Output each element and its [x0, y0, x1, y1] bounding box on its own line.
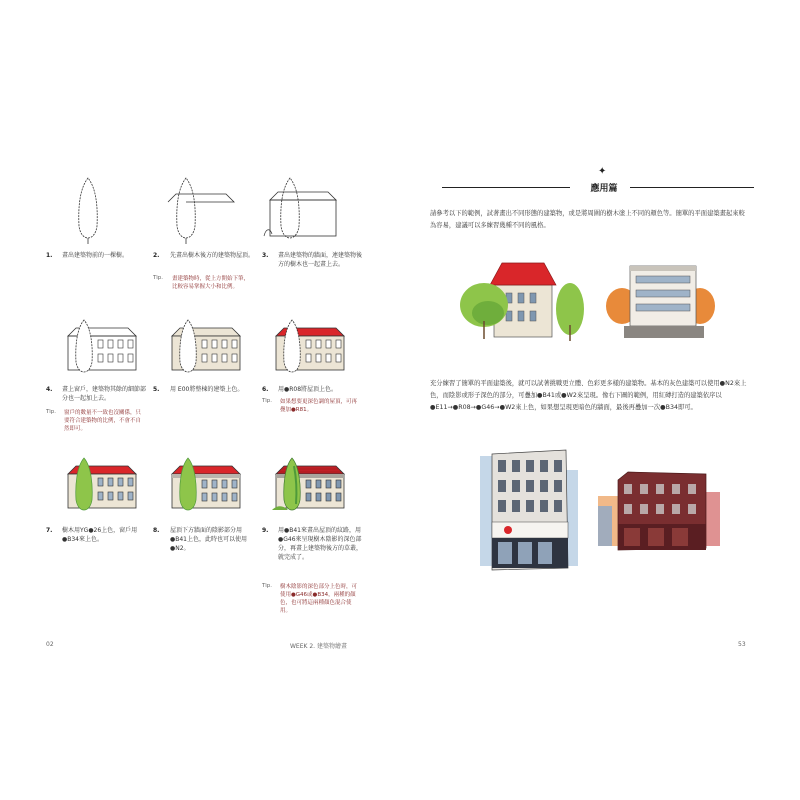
step-9-tip: 樹木陰影的深色部分上色時，可使用●G46或●B34，兩種的顏色，也可將這兩種顏色混合使用。 [280, 584, 358, 614]
section-rule-left [442, 187, 570, 188]
step-5-text: 用 E00將整棟的建築上色。 [170, 386, 244, 393]
right-page-number: 53 [738, 641, 746, 648]
step-4-illustration [62, 318, 142, 376]
section-star-icon: ✦ [598, 166, 607, 177]
step-2-num: 2. [153, 252, 160, 259]
step-2-text: 先畫出樹木後方的建築物屋頂。 [170, 252, 255, 259]
left-footer-title: WEEK 2. 建築物繪畫 [290, 643, 347, 650]
step-7-text: 樹木用YG●26上色，窗戶用●B34來上色。 [62, 527, 138, 543]
step-3-illustration [262, 176, 342, 246]
step-2-tip: 畫建築物時，從上方開始下筆，比較容易掌握大小和比例。 [172, 276, 250, 290]
section-title: 應用篇 [590, 184, 618, 194]
step-6-tip-label: Tip. [262, 398, 272, 404]
step-9-num: 9. [262, 527, 269, 534]
example-red-roof-house [458, 255, 590, 345]
step-4-tip: 窗戶的數量不一致也沒關係，只要符合建築物的比例，不會不自然即可。 [64, 410, 142, 432]
advanced-paragraph: 充分練習了簡單的平面建築後，就可以試著挑戰更立體、色彩更多樣的建築物。基本的灰色建築可以使用●N2來上色，而陰影或形子深色的部分，可疊加●B41或●W2來呈現。像右下圖的範例，用紅磚打造的建築依序以●E11→●R08→●G46→●W2來上色，如果想呈現更暗色的牆面，最後再疊加一次●B34即可。 [430, 380, 747, 411]
step-6-num: 6. [262, 386, 269, 393]
step-4-num: 4. [46, 386, 53, 393]
example-modern-building [604, 258, 716, 342]
example-grey-building [476, 440, 582, 580]
section-rule-right [630, 187, 754, 188]
step-7-num: 7. [46, 527, 53, 534]
step-1-text: 畫出建築物前的一棵樹。 [62, 252, 129, 259]
step-9-tip-label: Tip. [262, 583, 272, 589]
step-6-tip: 如果想要更深色調的屋頂，可再疊加●R81。 [280, 399, 358, 413]
intro-paragraph: 請參考以下的範例，試著畫出不同形態的建築物，或是將周圍的樹木塗上不同的顏色等。簡單的平面建築畫起來較為容易，建議可以多練習幾種不同的風格。 [430, 210, 745, 229]
step-3-num: 3. [262, 252, 269, 259]
step-8-text: 屋頂下方牆面的陰影部分用●B41上色，此時也可以使用●N2。 [170, 527, 247, 552]
step-9-text: 用●B41來畫出屋頂的紋路，用●G46來呈現樹木陰影的深色部分，再畫上建築物後方的草叢，就完成了。 [278, 527, 363, 561]
step-2-tip-label: Tip. [153, 275, 163, 281]
step-8-num: 8. [153, 527, 160, 534]
step-6-illustration [270, 318, 350, 376]
step-4-tip-label: Tip. [46, 409, 56, 415]
step-8-illustration [166, 456, 246, 514]
step-5-num: 5. [153, 386, 160, 393]
step-4-text: 畫上窗戶，建築物其餘的細節部分也一起加上去。 [62, 386, 147, 402]
step-1-illustration [68, 176, 108, 246]
step-3-text: 畫出建築物的牆面，連建築物後方的樹木也一起畫上去。 [278, 252, 363, 268]
step-7-illustration [62, 456, 142, 514]
step-9-illustration [270, 456, 350, 514]
step-5-illustration [166, 318, 246, 376]
step-2-illustration [166, 176, 236, 246]
example-brick-building [596, 466, 722, 556]
left-page-number: 02 [46, 641, 54, 648]
step-1-num: 1. [46, 252, 53, 259]
step-6-text: 用●R08將屋頂上色。 [278, 386, 338, 393]
